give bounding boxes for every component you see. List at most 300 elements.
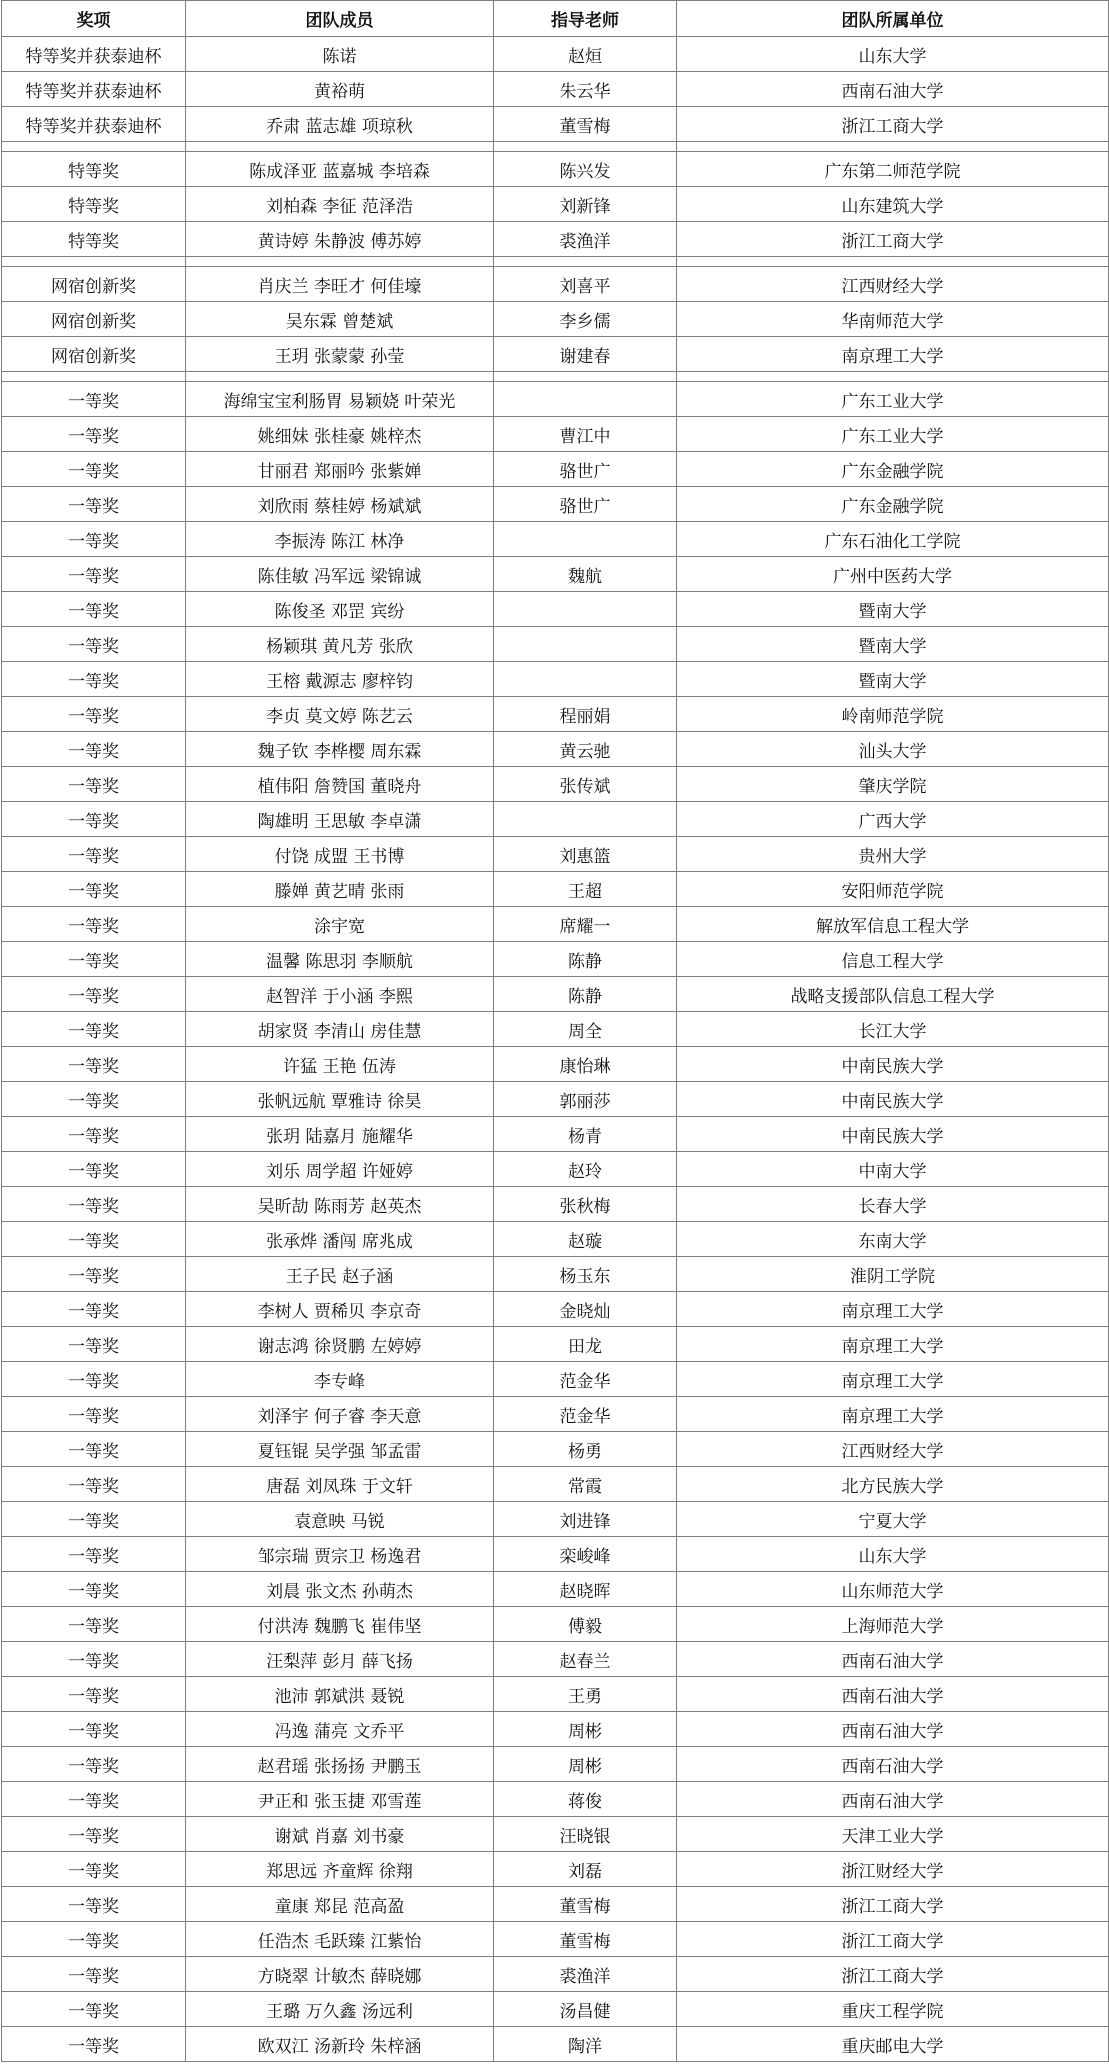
members-cell: 陈诺 [186, 37, 494, 72]
advisor-cell: 骆世广 [494, 487, 677, 522]
table-body [2, 37, 1109, 2062]
award-cell: 一等奖 [2, 1922, 186, 1957]
members-cell: 杨颖琪 黄凡芳 张欣 [186, 627, 494, 662]
award-cell: 一等奖 [2, 1082, 186, 1117]
table-row [2, 732, 1109, 767]
table-row [2, 1222, 1109, 1257]
unit-cell: 汕头大学 [677, 732, 1109, 767]
table-row [2, 1572, 1109, 1607]
advisor-cell: 董雪梅 [494, 1887, 677, 1922]
members-cell: 尹正和 张玉捷 邓雪莲 [186, 1782, 494, 1817]
unit-cell: 中南民族大学 [677, 1117, 1109, 1152]
award-cell: 一等奖 [2, 872, 186, 907]
members-cell: 李专峰 [186, 1362, 494, 1397]
members-cell: 王玥 张蒙蒙 孙莹 [186, 337, 494, 372]
advisor-cell: 赵晓晖 [494, 1572, 677, 1607]
unit-cell: 浙江工商大学 [677, 222, 1109, 257]
award-results-table [1, 0, 1109, 2062]
unit-cell: 宁夏大学 [677, 1502, 1109, 1537]
advisor-cell [494, 627, 677, 662]
group-separator [2, 142, 1109, 152]
table-row [2, 337, 1109, 372]
members-cell: 肖庆兰 李旺才 何佳壕 [186, 267, 494, 302]
separator-cell [677, 257, 1109, 267]
advisor-cell: 蒋俊 [494, 1782, 677, 1817]
table-row [2, 37, 1109, 72]
table-row [2, 1012, 1109, 1047]
award-cell: 一等奖 [2, 1117, 186, 1152]
unit-cell: 南京理工大学 [677, 337, 1109, 372]
advisor-cell: 陈静 [494, 977, 677, 1012]
table-row [2, 1852, 1109, 1887]
unit-cell: 暨南大学 [677, 592, 1109, 627]
advisor-cell: 常霞 [494, 1467, 677, 1502]
award-cell: 一等奖 [2, 1187, 186, 1222]
members-cell: 吴昕劼 陈雨芳 赵英杰 [186, 1187, 494, 1222]
award-cell: 一等奖 [2, 1677, 186, 1712]
members-cell: 张玥 陆嘉月 施耀华 [186, 1117, 494, 1152]
members-cell: 李振涛 陈江 林净 [186, 522, 494, 557]
members-cell: 刘晨 张文杰 孙萌杰 [186, 1572, 494, 1607]
table-row [2, 487, 1109, 522]
award-cell: 一等奖 [2, 1292, 186, 1327]
unit-cell: 浙江工商大学 [677, 1887, 1109, 1922]
unit-cell: 信息工程大学 [677, 942, 1109, 977]
table-row [2, 1397, 1109, 1432]
unit-cell: 南京理工大学 [677, 1362, 1109, 1397]
award-cell: 一等奖 [2, 1957, 186, 1992]
unit-cell: 广西大学 [677, 802, 1109, 837]
separator-cell [677, 372, 1109, 382]
members-cell: 汪梨萍 彭月 薛飞扬 [186, 1642, 494, 1677]
table-row [2, 1082, 1109, 1117]
separator-cell [494, 372, 677, 382]
advisor-cell: 刘喜平 [494, 267, 677, 302]
award-cell: 特等奖 [2, 187, 186, 222]
table-row [2, 977, 1109, 1012]
award-cell: 特等奖并获泰迪杯 [2, 72, 186, 107]
award-cell: 一等奖 [2, 1712, 186, 1747]
members-cell: 方晓翠 计敏杰 薛晓娜 [186, 1957, 494, 1992]
award-cell: 一等奖 [2, 802, 186, 837]
table-row [2, 802, 1109, 837]
award-cell: 网宿创新奖 [2, 337, 186, 372]
award-cell: 一等奖 [2, 697, 186, 732]
members-cell: 王榕 戴源志 廖梓钧 [186, 662, 494, 697]
unit-cell: 西南石油大学 [677, 1712, 1109, 1747]
unit-cell: 南京理工大学 [677, 1397, 1109, 1432]
unit-cell: 暨南大学 [677, 627, 1109, 662]
table-row [2, 767, 1109, 802]
award-cell: 一等奖 [2, 942, 186, 977]
unit-cell: 广东工业大学 [677, 417, 1109, 452]
table-row [2, 592, 1109, 627]
table-row [2, 872, 1109, 907]
group-separator [2, 257, 1109, 267]
table-row [2, 557, 1109, 592]
unit-cell: 浙江财经大学 [677, 1852, 1109, 1887]
table-row [2, 1327, 1109, 1362]
award-cell: 一等奖 [2, 1642, 186, 1677]
table-row [2, 382, 1109, 417]
unit-cell: 广州中医药大学 [677, 557, 1109, 592]
members-cell: 冯逸 蒲亮 文乔平 [186, 1712, 494, 1747]
members-cell: 魏子钦 李桦樱 周东霖 [186, 732, 494, 767]
award-cell: 一等奖 [2, 557, 186, 592]
separator-cell [186, 257, 494, 267]
award-cell: 一等奖 [2, 907, 186, 942]
advisor-cell: 董雪梅 [494, 1922, 677, 1957]
unit-cell: 广东石油化工学院 [677, 522, 1109, 557]
advisor-cell: 杨青 [494, 1117, 677, 1152]
advisor-cell: 魏航 [494, 557, 677, 592]
table-row [2, 662, 1109, 697]
award-cell: 一等奖 [2, 1257, 186, 1292]
table-row [2, 107, 1109, 142]
unit-cell: 肇庆学院 [677, 767, 1109, 802]
table-row [2, 1187, 1109, 1222]
award-cell: 一等奖 [2, 452, 186, 487]
table-row [2, 1467, 1109, 1502]
table-row [2, 1817, 1109, 1852]
award-cell: 一等奖 [2, 1047, 186, 1082]
unit-cell: 长江大学 [677, 1012, 1109, 1047]
table-row [2, 627, 1109, 662]
unit-cell: 广东金融学院 [677, 452, 1109, 487]
members-cell: 海绵宝宝利肠胃 易颖娆 叶荣光 [186, 382, 494, 417]
table-row [2, 1607, 1109, 1642]
members-cell: 涂宇宽 [186, 907, 494, 942]
award-cell: 一等奖 [2, 1362, 186, 1397]
members-cell: 温馨 陈思羽 李顺航 [186, 942, 494, 977]
advisor-cell: 陈静 [494, 942, 677, 977]
advisor-cell: 周全 [494, 1012, 677, 1047]
unit-cell: 安阳师范学院 [677, 872, 1109, 907]
members-cell: 任浩杰 毛跃臻 江紫怡 [186, 1922, 494, 1957]
header-row [2, 1, 1109, 37]
table-row [2, 222, 1109, 257]
advisor-cell: 席耀一 [494, 907, 677, 942]
award-cell: 一等奖 [2, 1222, 186, 1257]
members-cell: 谢志鸿 徐贤鹏 左婷婷 [186, 1327, 494, 1362]
table-row [2, 1957, 1109, 1992]
unit-cell: 暨南大学 [677, 662, 1109, 697]
award-cell: 一等奖 [2, 1152, 186, 1187]
table-row [2, 2027, 1109, 2062]
members-cell: 袁意映 马锐 [186, 1502, 494, 1537]
advisor-cell: 金晓灿 [494, 1292, 677, 1327]
advisor-cell: 张传斌 [494, 767, 677, 802]
header-members: 团队成员 [186, 1, 494, 37]
separator-cell [2, 257, 186, 267]
members-cell: 甘丽君 郑丽吟 张紫婵 [186, 452, 494, 487]
award-cell: 一等奖 [2, 662, 186, 697]
unit-cell: 中南大学 [677, 1152, 1109, 1187]
header-advisor: 指导老师 [494, 1, 677, 37]
unit-cell: 淮阴工学院 [677, 1257, 1109, 1292]
table-row [2, 1642, 1109, 1677]
advisor-cell: 汤昌健 [494, 1992, 677, 2027]
table-row [2, 1152, 1109, 1187]
advisor-cell: 赵璇 [494, 1222, 677, 1257]
members-cell: 王子民 赵子涵 [186, 1257, 494, 1292]
table-row [2, 907, 1109, 942]
table-row [2, 417, 1109, 452]
award-cell: 一等奖 [2, 1992, 186, 2027]
award-cell: 一等奖 [2, 1467, 186, 1502]
unit-cell: 岭南师范学院 [677, 697, 1109, 732]
advisor-cell [494, 522, 677, 557]
members-cell: 刘泽宇 何子睿 李天意 [186, 1397, 494, 1432]
table-row [2, 452, 1109, 487]
table-row [2, 942, 1109, 977]
table-row [2, 1047, 1109, 1082]
unit-cell: 中南民族大学 [677, 1082, 1109, 1117]
advisor-cell: 王勇 [494, 1677, 677, 1712]
table-row [2, 1432, 1109, 1467]
award-cell: 一等奖 [2, 767, 186, 802]
members-cell: 植伟阳 詹赞国 董晓舟 [186, 767, 494, 802]
award-cell: 一等奖 [2, 627, 186, 662]
advisor-cell [494, 382, 677, 417]
advisor-cell: 陈兴发 [494, 152, 677, 187]
unit-cell: 天津工业大学 [677, 1817, 1109, 1852]
unit-cell: 重庆邮电大学 [677, 2027, 1109, 2062]
members-cell: 付洪涛 魏鹏飞 崔伟坚 [186, 1607, 494, 1642]
advisor-cell: 范金华 [494, 1397, 677, 1432]
advisor-cell: 赵春兰 [494, 1642, 677, 1677]
table-row [2, 187, 1109, 222]
table-row [2, 1712, 1109, 1747]
members-cell: 李树人 贾稀贝 李京奇 [186, 1292, 494, 1327]
unit-cell: 西南石油大学 [677, 1747, 1109, 1782]
advisor-cell: 杨勇 [494, 1432, 677, 1467]
award-cell: 网宿创新奖 [2, 302, 186, 337]
award-cell: 一等奖 [2, 977, 186, 1012]
advisor-cell: 陶洋 [494, 2027, 677, 2062]
members-cell: 陈佳敏 冯军远 梁锦诚 [186, 557, 494, 592]
members-cell: 许猛 王艳 伍涛 [186, 1047, 494, 1082]
unit-cell: 东南大学 [677, 1222, 1109, 1257]
award-cell: 一等奖 [2, 592, 186, 627]
award-cell: 一等奖 [2, 1397, 186, 1432]
unit-cell: 西南石油大学 [677, 72, 1109, 107]
award-cell: 一等奖 [2, 2027, 186, 2062]
members-cell: 刘乐 周学超 许娅婷 [186, 1152, 494, 1187]
advisor-cell: 刘惠篮 [494, 837, 677, 872]
members-cell: 王璐 万久鑫 汤远利 [186, 1992, 494, 2027]
separator-cell [186, 372, 494, 382]
unit-cell: 西南石油大学 [677, 1782, 1109, 1817]
unit-cell: 北方民族大学 [677, 1467, 1109, 1502]
award-cell: 一等奖 [2, 1572, 186, 1607]
members-cell: 刘柏森 李征 范泽浩 [186, 187, 494, 222]
table-row [2, 837, 1109, 872]
advisor-cell: 刘进锋 [494, 1502, 677, 1537]
table-row [2, 1257, 1109, 1292]
advisor-cell: 杨玉东 [494, 1257, 677, 1292]
members-cell: 邹宗瑞 贾宗卫 杨逸君 [186, 1537, 494, 1572]
award-cell: 一等奖 [2, 837, 186, 872]
header-unit: 团队所属单位 [677, 1, 1109, 37]
unit-cell: 重庆工程学院 [677, 1992, 1109, 2027]
award-cell: 一等奖 [2, 1537, 186, 1572]
unit-cell: 广东第二师范学院 [677, 152, 1109, 187]
advisor-cell: 赵玲 [494, 1152, 677, 1187]
advisor-cell: 周彬 [494, 1712, 677, 1747]
advisor-cell: 王超 [494, 872, 677, 907]
table-row [2, 72, 1109, 107]
advisor-cell: 董雪梅 [494, 107, 677, 142]
advisor-cell: 裘渔洋 [494, 222, 677, 257]
table-row [2, 152, 1109, 187]
award-cell: 一等奖 [2, 1782, 186, 1817]
advisor-cell [494, 662, 677, 697]
award-cell: 一等奖 [2, 732, 186, 767]
unit-cell: 贵州大学 [677, 837, 1109, 872]
advisor-cell: 傅毅 [494, 1607, 677, 1642]
advisor-cell: 周彬 [494, 1747, 677, 1782]
members-cell: 陈俊圣 邓罡 宾纷 [186, 592, 494, 627]
advisor-cell: 曹江中 [494, 417, 677, 452]
table-row [2, 1922, 1109, 1957]
table-row [2, 1782, 1109, 1817]
award-cell: 一等奖 [2, 1852, 186, 1887]
unit-cell: 山东大学 [677, 1537, 1109, 1572]
unit-cell: 江西财经大学 [677, 1432, 1109, 1467]
table-row [2, 1677, 1109, 1712]
members-cell: 张承烨 潘闯 席兆成 [186, 1222, 494, 1257]
members-cell: 郑思远 齐童辉 徐翔 [186, 1852, 494, 1887]
table-row [2, 1292, 1109, 1327]
award-cell: 一等奖 [2, 1607, 186, 1642]
members-cell: 夏钰锟 吴学强 邹孟雷 [186, 1432, 494, 1467]
advisor-cell: 赵烜 [494, 37, 677, 72]
table-row [2, 302, 1109, 337]
table-row [2, 1117, 1109, 1152]
unit-cell: 山东大学 [677, 37, 1109, 72]
award-cell: 特等奖 [2, 152, 186, 187]
advisor-cell: 朱云华 [494, 72, 677, 107]
award-cell: 特等奖并获泰迪杯 [2, 37, 186, 72]
members-cell: 黄诗婷 朱静波 傅苏婷 [186, 222, 494, 257]
separator-cell [494, 257, 677, 267]
table-row [2, 267, 1109, 302]
unit-cell: 华南师范大学 [677, 302, 1109, 337]
award-cell: 一等奖 [2, 1817, 186, 1852]
members-cell: 李贞 莫文婷 陈艺云 [186, 697, 494, 732]
award-cell: 一等奖 [2, 1747, 186, 1782]
header-award: 奖项 [2, 1, 186, 37]
award-cell: 一等奖 [2, 1012, 186, 1047]
members-cell: 陈成泽亚 蓝嘉城 李培森 [186, 152, 494, 187]
members-cell: 陶雄明 王思敏 李卓潇 [186, 802, 494, 837]
award-cell: 一等奖 [2, 1502, 186, 1537]
advisor-cell: 张秋梅 [494, 1187, 677, 1222]
members-cell: 姚细妹 张桂豪 姚梓杰 [186, 417, 494, 452]
members-cell: 张帆远航 覃雅诗 徐昊 [186, 1082, 494, 1117]
table-row [2, 1992, 1109, 2027]
members-cell: 乔肃 蓝志雄 项琼秋 [186, 107, 494, 142]
advisor-cell: 汪晓银 [494, 1817, 677, 1852]
table-row [2, 1537, 1109, 1572]
unit-cell: 西南石油大学 [677, 1677, 1109, 1712]
separator-cell [2, 372, 186, 382]
advisor-cell: 康怡琳 [494, 1047, 677, 1082]
group-separator [2, 372, 1109, 382]
members-cell: 童康 郑昆 范高盈 [186, 1887, 494, 1922]
table-row [2, 697, 1109, 732]
separator-cell [677, 142, 1109, 152]
members-cell: 滕婵 黄艺晴 张雨 [186, 872, 494, 907]
table-row [2, 1502, 1109, 1537]
advisor-cell: 刘新锋 [494, 187, 677, 222]
unit-cell: 中南民族大学 [677, 1047, 1109, 1082]
members-cell: 胡家贤 李清山 房佳慧 [186, 1012, 494, 1047]
advisor-cell: 栾峻峰 [494, 1537, 677, 1572]
advisor-cell: 刘磊 [494, 1852, 677, 1887]
unit-cell: 战略支援部队信息工程大学 [677, 977, 1109, 1012]
award-cell: 一等奖 [2, 417, 186, 452]
table-row [2, 1747, 1109, 1782]
advisor-cell: 郭丽莎 [494, 1082, 677, 1117]
members-cell: 刘欣雨 蔡桂婷 杨斌斌 [186, 487, 494, 522]
unit-cell: 南京理工大学 [677, 1292, 1109, 1327]
advisor-cell: 裘渔洋 [494, 1957, 677, 1992]
table-row [2, 522, 1109, 557]
award-cell: 一等奖 [2, 382, 186, 417]
advisor-cell [494, 802, 677, 837]
separator-cell [186, 142, 494, 152]
separator-cell [494, 142, 677, 152]
unit-cell: 解放军信息工程大学 [677, 907, 1109, 942]
unit-cell: 广东金融学院 [677, 487, 1109, 522]
advisor-cell: 黄云驰 [494, 732, 677, 767]
award-cell: 一等奖 [2, 1432, 186, 1467]
separator-cell [2, 142, 186, 152]
award-cell: 一等奖 [2, 1887, 186, 1922]
members-cell: 池沛 郭斌洪 聂锐 [186, 1677, 494, 1712]
advisor-cell: 范金华 [494, 1362, 677, 1397]
unit-cell: 山东建筑大学 [677, 187, 1109, 222]
advisor-cell: 李乡儒 [494, 302, 677, 337]
members-cell: 谢斌 肖嘉 刘书豪 [186, 1817, 494, 1852]
unit-cell: 长春大学 [677, 1187, 1109, 1222]
table-row [2, 1362, 1109, 1397]
members-cell: 赵智洋 于小涵 李熙 [186, 977, 494, 1012]
unit-cell: 山东师范大学 [677, 1572, 1109, 1607]
members-cell: 赵君瑶 张扬扬 尹鹏玉 [186, 1747, 494, 1782]
advisor-cell: 程丽娟 [494, 697, 677, 732]
unit-cell: 浙江工商大学 [677, 1957, 1109, 1992]
members-cell: 黄裕萌 [186, 72, 494, 107]
advisor-cell: 骆世广 [494, 452, 677, 487]
table-row [2, 1887, 1109, 1922]
unit-cell: 上海师范大学 [677, 1607, 1109, 1642]
members-cell: 付饶 成盟 王书博 [186, 837, 494, 872]
unit-cell: 南京理工大学 [677, 1327, 1109, 1362]
members-cell: 唐磊 刘凤珠 于文轩 [186, 1467, 494, 1502]
advisor-cell: 谢建春 [494, 337, 677, 372]
unit-cell: 浙江工商大学 [677, 107, 1109, 142]
members-cell: 吴东霖 曾楚斌 [186, 302, 494, 337]
award-cell: 特等奖 [2, 222, 186, 257]
members-cell: 欧双江 汤新玲 朱梓涵 [186, 2027, 494, 2062]
advisor-cell: 田龙 [494, 1327, 677, 1362]
unit-cell: 江西财经大学 [677, 267, 1109, 302]
advisor-cell [494, 592, 677, 627]
unit-cell: 广东工业大学 [677, 382, 1109, 417]
